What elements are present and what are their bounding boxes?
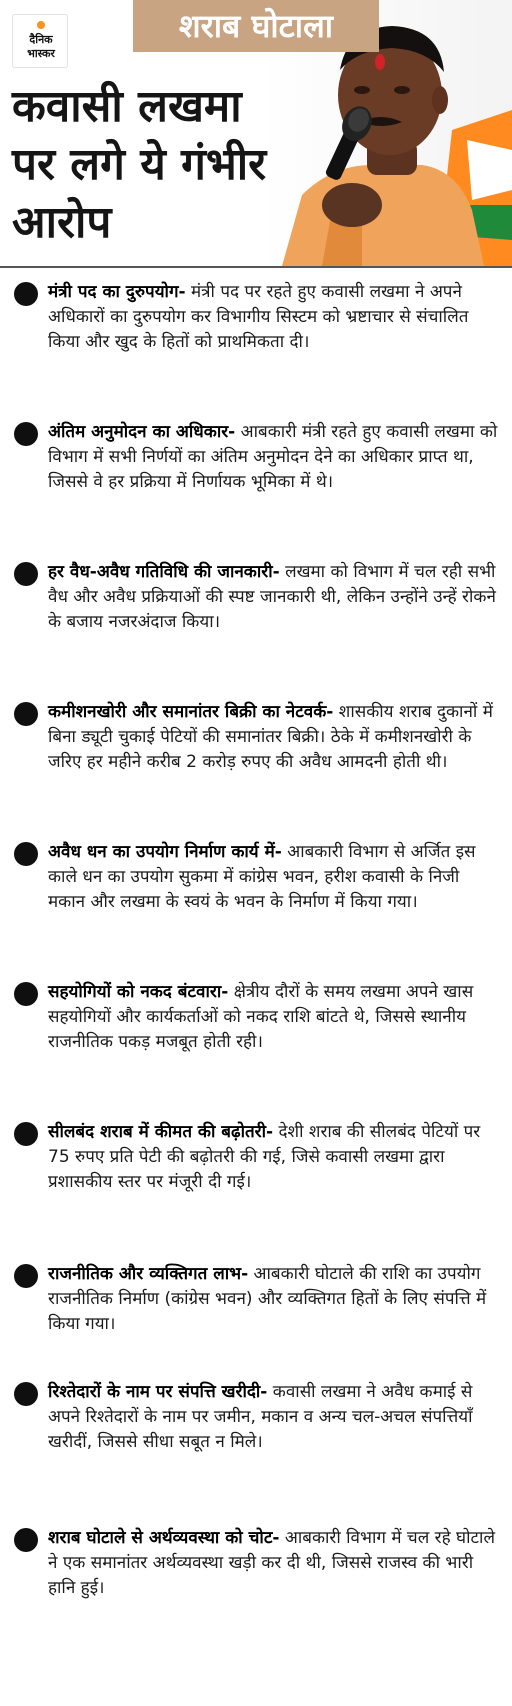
list-item-body: क्षेत्रीय दौरों के समय लखमा अपने खास सहयोगियों और कार्यकर्ताओं को नकद राशि बांटते थे, जिससे स्थानीय राजनीतिक पकड़ मजबूत होती रही। (48, 982, 474, 1052)
bullet-icon (14, 562, 38, 586)
list-item-body: आबकारी विभाग में चल रहे घोटाले ने एक समानांतर अर्थव्यवस्था खड़ी कर दी थी, जिससे राजस्व की भारी हानि हुई। (48, 1528, 495, 1598)
headline (12, 78, 312, 252)
list-item-text (48, 560, 500, 635)
list-item-title: कमीशनखोरी और समानांतर बिक्री का नेटवर्क- (48, 702, 334, 722)
list-item-body: आबकारी घोटाले की राशि का उपयोग राजनीतिक निर्माण (कांग्रेस भवन) और व्यक्तिगत हितों के लिए संपत्ति में किया गया। (48, 1264, 487, 1334)
logo-line-2: भास्कर (27, 47, 55, 60)
list-item-text (48, 700, 500, 775)
bullet-icon (14, 702, 38, 726)
list-item-title: सहयोगियों को नकद बंटवारा- (48, 982, 229, 1002)
headline-line-3: आरोप (12, 197, 112, 248)
sun-logo-icon (35, 19, 47, 31)
list-item-title: शराब घोटाले से अर्थव्यवस्था को चोट- (48, 1528, 280, 1548)
list-item-body: लखमा को विभाग में चल रही सभी वैध और अवैध प्रक्रियाओं की स्पष्ट जानकारी थी, लेकिन उन्होंने उन्हें रोकने के बजाय नजरअंदाज किया। (48, 562, 496, 632)
bullet-icon (14, 282, 38, 306)
list-item-title: अंतिम अनुमोदन का अधिकार- (48, 422, 236, 442)
headline-line-1: कवासी लखमा (12, 81, 242, 132)
bullet-icon (14, 1264, 38, 1288)
list-item-text (48, 1526, 500, 1601)
header (0, 0, 512, 266)
topic-tag (133, 0, 379, 52)
list-item-title: राजनीतिक और व्यक्तिगत लाभ- (48, 1264, 249, 1284)
list-item-title: सीलबंद शराब में कीमत की बढ़ोतरी- (48, 1122, 274, 1142)
topic-tag-label: शराब घोटाला (178, 7, 334, 45)
list-item-text (48, 840, 500, 915)
list-item-text (48, 1380, 500, 1455)
bullet-icon (14, 842, 38, 866)
list-item-text (48, 1120, 500, 1195)
list-item-title: मंत्री पद का दुरुपयोग- (48, 282, 186, 302)
bullet-icon (14, 1528, 38, 1552)
list-item-text (48, 280, 500, 355)
bullet-icon (14, 1382, 38, 1406)
dainik-bhaskar-logo (12, 14, 68, 68)
list-item-body: शासकीय शराब दुकानों में बिना ड्यूटी चुकाई पेटियों की समानांतर बिक्री। ठेके में कमीशनखोरी के जरिए हर महीने करीब 2 करोड़ रुपए की अवैध आमदनी होती थी। (48, 702, 493, 772)
list-item-title: हर वैध-अवैध गतिविधि की जानकारी- (48, 562, 280, 582)
list-item-title: रिश्तेदारों के नाम पर संपत्ति खरीदी- (48, 1382, 268, 1402)
list-item-text (48, 980, 500, 1055)
bullet-icon (14, 1122, 38, 1146)
list-item-body: देशी शराब की सीलबंद पेटियों पर 75 रुपए प्रति पेटी की बढ़ोतरी की गई, जिसे कवासी लखमा द्वारा प्रशासकीय स्तर पर मंजूरी दी गई। (48, 1122, 481, 1192)
list-item-text (48, 1262, 500, 1337)
logo-line-1: दैनिक (29, 33, 53, 46)
list-item-body: मंत्री पद पर रहते हुए कवासी लखमा ने अपने अधिकारों का दुरुपयोग कर विभागीय सिस्टम को भ्रष्टाचार से संचालित किया और खुद के हितों को प्राथमिकता दी। (48, 282, 469, 352)
list-item-body: आबकारी मंत्री रहते हुए कवासी लखमा को विभाग में सभी निर्णयों का अंतिम अनुमोदन देने का अधिकार प्राप्त था, जिससे वे हर प्रक्रिया में निर्णायक भूमिका में थे। (48, 422, 498, 492)
list-item-text (48, 420, 500, 495)
bullet-icon (14, 422, 38, 446)
list-item-title: अवैध धन का उपयोग निर्माण कार्य में- (48, 842, 282, 862)
list-item-body: कवासी लखमा ने अवैध कमाई से अपने रिश्तेदारों के नाम पर जमीन, मकान व अन्य चल-अचल संपत्तियाँ खरीदीं, जिससे सीधा सबूत न मिले। (48, 1382, 473, 1452)
headline-line-2: पर लगे ये गंभीर (12, 139, 267, 190)
bullet-icon (14, 982, 38, 1006)
list-item-body: आबकारी विभाग से अर्जित इस काले धन का उपयोग सुकमा में कांग्रेस भवन, हरीश कवासी के निजी मकान और लखमा के स्वयं के भवन के निर्माण में किया गया। (48, 842, 476, 912)
header-divider (0, 266, 512, 268)
